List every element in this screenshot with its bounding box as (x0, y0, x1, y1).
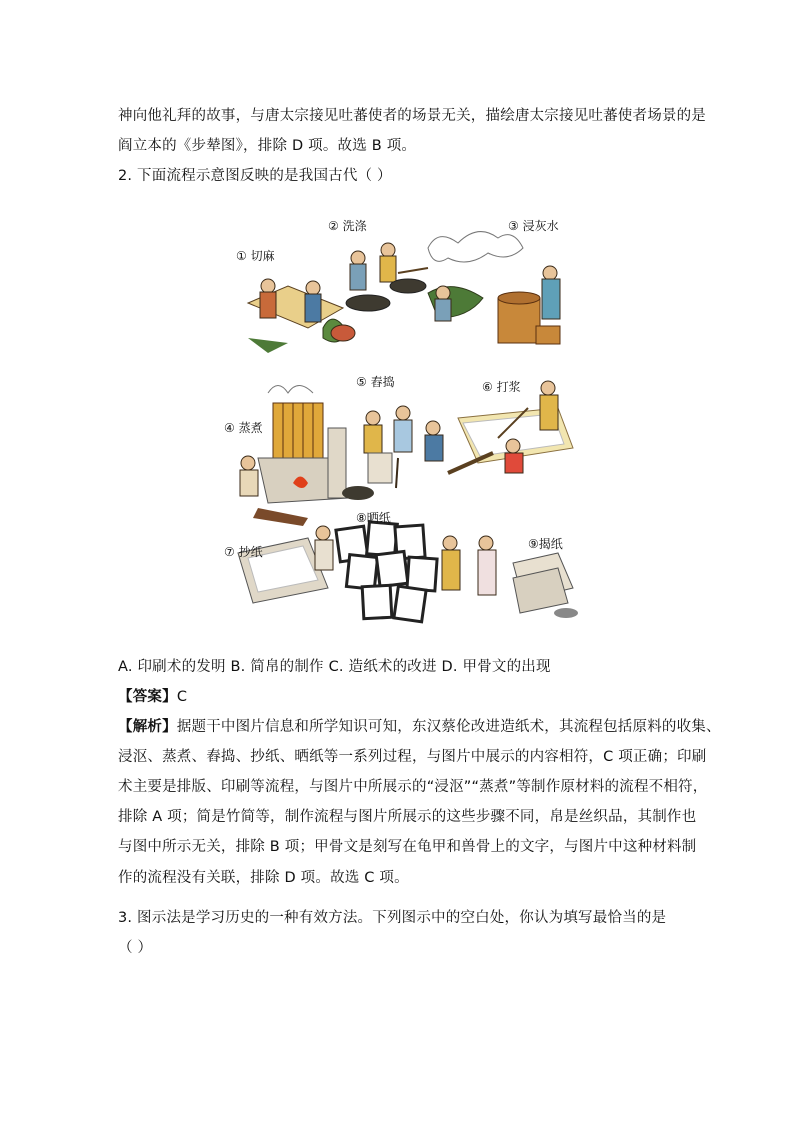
analysis-line-5: 与图中所示无关，排除 B 项；甲骨文是刻写在龟甲和兽骨上的文字，与图片中这种材料制 (118, 839, 697, 855)
question-2-options: A. 印刷术的发明 B. 简帛的制作 C. 造纸术的改进 D. 甲骨文的出现 (118, 659, 551, 675)
step-4-label: ④ 蒸煮 (224, 421, 263, 435)
step-cutting-hemp-scene (248, 279, 355, 353)
analysis-line-1 (118, 715, 721, 736)
question-2-stem: 2. 下面流程示意图反映的是我国古代（ ） (118, 168, 392, 184)
step-scooping-paper-scene (238, 526, 333, 603)
answer-label: 【答案】 (118, 689, 177, 705)
question-3-stem-line-2: （ ） (118, 940, 153, 956)
step-8-label: ⑧晒纸 (356, 511, 391, 525)
step-steaming-scene (240, 386, 348, 527)
prev-explanation-line-1: 神向他礼拜的故事，与唐太宗接见吐蕃使者的场景无关，描绘唐太宗接见吐蕃使者场景的是 (118, 108, 706, 124)
step-7-label: ⑦ 抄纸 (224, 545, 263, 559)
step-2-label: ② 洗涤 (328, 219, 367, 233)
step-3-label: ③ 浸灰水 (508, 219, 559, 233)
step-5-label: ⑤ 舂捣 (356, 375, 395, 389)
step-lime-water-scene (428, 232, 560, 344)
analysis-text-1: 据题干中图片信息和所学知识可知，东汉蔡伦改进造纸术，其流程包括原料的收集、 (176, 719, 721, 735)
step-drying-paper-scene (336, 522, 460, 622)
step-9-label: ⑨揭纸 (528, 537, 563, 551)
step-6-label: ⑥ 打浆 (482, 380, 521, 394)
analysis-line-4: 排除 A 项；简是竹简等，制作流程与图片所展示的这些步骤不同，帛是丝织品，其制作也 (118, 809, 697, 825)
step-pounding-scene (342, 406, 412, 500)
answer-line (118, 685, 187, 706)
step-washing-scene (346, 243, 428, 311)
analysis-line-2: 浸沤、蒸煮、舂捣、抄纸、晒纸等一系列过程，与图片中展示的内容相符，C 项正确；印刷 (118, 749, 707, 765)
analysis-line-6: 作的流程没有关联，排除 D 项。故选 C 项。 (118, 870, 409, 886)
prev-explanation-line-2: 阎立本的《步辇图》，排除 D 项。故选 B 项。 (118, 138, 417, 154)
answer-value: C (176, 689, 188, 705)
step-1-label: ① 切麻 (236, 249, 275, 263)
analysis-label: 【解析】 (118, 719, 177, 735)
question-3-stem-line-1: 3. 图示法是学习历史的一种有效方法。下列图示中的空白处，你认为填写最恰当的是 (118, 910, 667, 926)
step-beating-pulp-scene (425, 381, 573, 473)
papermaking-process-illustration (224, 208, 583, 628)
analysis-line-3: 术主要是排版、印刷等流程，与图片中所展示的“浸沤”“蒸煮”等制作原材料的流程不相符， (118, 779, 708, 795)
